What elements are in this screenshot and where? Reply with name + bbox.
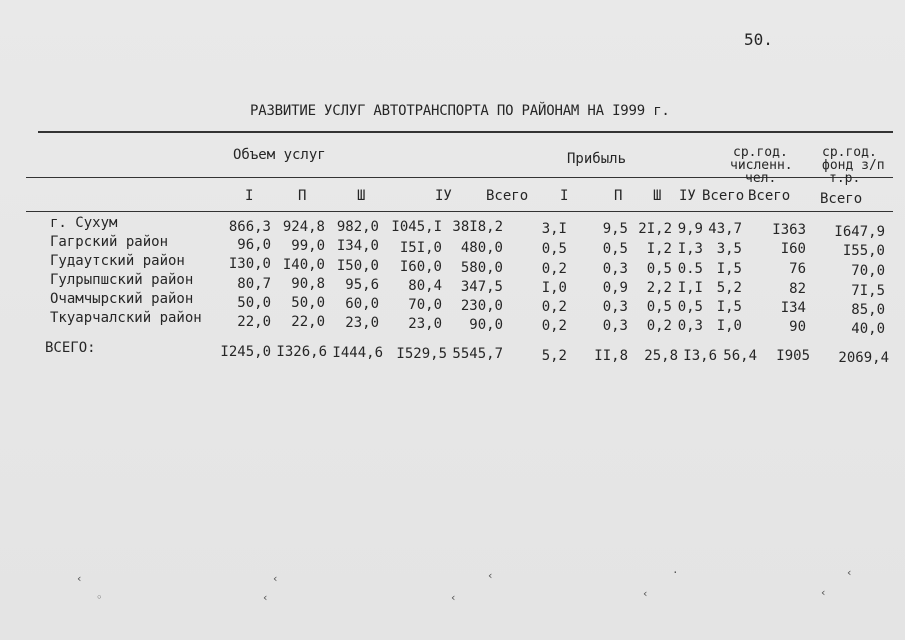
cell: 5,2 bbox=[716, 280, 742, 296]
header-avg-staff-2: численн. bbox=[730, 158, 793, 173]
cell: 480,0 bbox=[460, 240, 503, 256]
cell: I3,6 bbox=[683, 348, 717, 364]
cell: I30,0 bbox=[228, 256, 271, 272]
cell: 0,5 bbox=[677, 299, 703, 315]
cell: 25,8 bbox=[644, 348, 678, 364]
cell: 50,0 bbox=[237, 295, 271, 311]
header-avg-staff-1: ср.год. bbox=[733, 145, 788, 160]
cell: 580,0 bbox=[460, 260, 503, 276]
header-sub-profit-1: I bbox=[560, 188, 569, 204]
cell: 43,7 bbox=[708, 221, 742, 237]
header-sub-profit-total: Всего bbox=[702, 188, 745, 204]
cell: 5,2 bbox=[541, 348, 567, 364]
header-sub-staff-total: Всего bbox=[748, 188, 791, 204]
cell: I,I bbox=[677, 280, 703, 296]
cell: 347,5 bbox=[460, 279, 503, 295]
row-label: Гагрский район bbox=[50, 234, 169, 250]
cell: I40,0 bbox=[282, 257, 325, 273]
header-sub-vol-total: Всего bbox=[486, 188, 529, 204]
cell: 90,0 bbox=[469, 317, 503, 333]
cell: I647,9 bbox=[834, 224, 885, 240]
row-label: Ткуарчалский район bbox=[50, 310, 202, 326]
row-label: Гулрыпшский район bbox=[50, 272, 194, 288]
cell: 80,4 bbox=[408, 278, 442, 294]
scan-mark: ‹ bbox=[262, 591, 269, 604]
scan-mark: · bbox=[672, 566, 679, 579]
cell: 23,0 bbox=[408, 316, 442, 332]
cell: I,0 bbox=[716, 318, 742, 334]
cell: 23,0 bbox=[345, 315, 379, 331]
scan-mark: ‹ bbox=[272, 572, 279, 585]
cell: 0,2 bbox=[541, 261, 567, 277]
cell: 80,7 bbox=[237, 276, 271, 292]
document-title: РАЗВИТИЕ УСЛУГ АВТОТРАНСПОРТА ПО РАЙОНАМ НА I999 г. bbox=[250, 103, 670, 119]
scan-mark: ‹ bbox=[642, 587, 649, 600]
scan-mark: ‹ bbox=[487, 569, 494, 582]
cell: 76 bbox=[789, 261, 806, 277]
cell: I905 bbox=[776, 348, 810, 364]
cell: 82 bbox=[789, 281, 806, 297]
cell: I55,0 bbox=[842, 243, 885, 259]
cell: 56,4 bbox=[723, 348, 757, 364]
cell: I,5 bbox=[716, 299, 742, 315]
cell: 85,0 bbox=[851, 302, 885, 318]
cell: 0,5 bbox=[646, 299, 672, 315]
cell: 60,0 bbox=[345, 296, 379, 312]
page-number: 50. bbox=[744, 30, 773, 49]
cell: 0,3 bbox=[602, 299, 628, 315]
cell: 230,0 bbox=[460, 298, 503, 314]
scan-mark: ◦ bbox=[96, 591, 103, 604]
cell: 2069,4 bbox=[838, 350, 889, 366]
cell: 0,3 bbox=[602, 318, 628, 334]
cell: 866,3 bbox=[228, 219, 271, 235]
cell: 9,9 bbox=[677, 221, 703, 237]
cell: I,3 bbox=[677, 241, 703, 257]
cell: 90,8 bbox=[291, 276, 325, 292]
cell: 22,0 bbox=[237, 314, 271, 330]
header-sub-vol-2: П bbox=[298, 188, 307, 204]
cell: 0,3 bbox=[602, 261, 628, 277]
cell: 70,0 bbox=[408, 297, 442, 313]
cell: 5545,7 bbox=[452, 346, 503, 362]
cell: 40,0 bbox=[851, 321, 885, 337]
cell: I326,6 bbox=[276, 344, 327, 360]
cell: I5I,0 bbox=[399, 240, 442, 256]
cell: 2,2 bbox=[646, 280, 672, 296]
cell: 0,5 bbox=[602, 241, 628, 257]
cell: I34,0 bbox=[336, 238, 379, 254]
cell: I,5 bbox=[716, 261, 742, 277]
scan-mark: ‹ bbox=[76, 572, 83, 585]
cell: I529,5 bbox=[396, 346, 447, 362]
row-label: Гудаутский район bbox=[50, 253, 185, 269]
row-label-total: ВСЕГО: bbox=[45, 340, 96, 356]
header-sub-profit-3: Ш bbox=[653, 188, 662, 204]
cell: 9,5 bbox=[602, 221, 628, 237]
cell: 0.5 bbox=[677, 261, 703, 277]
cell: I,2 bbox=[646, 241, 672, 257]
cell: I60,0 bbox=[399, 259, 442, 275]
header-sub-vol-4: IУ bbox=[435, 188, 452, 204]
header-sub-vol-3: Ш bbox=[357, 188, 366, 204]
cell: I60 bbox=[780, 241, 806, 257]
cell: 50,0 bbox=[291, 295, 325, 311]
cell: 924,8 bbox=[282, 219, 325, 235]
row-label: Очамчырский район bbox=[50, 291, 194, 307]
cell: 2I,2 bbox=[638, 221, 672, 237]
header-sub-fund-total: Всего bbox=[820, 191, 863, 207]
cell: I363 bbox=[772, 222, 806, 238]
cell: 0,2 bbox=[541, 299, 567, 315]
header-volume: Объем услуг bbox=[233, 147, 326, 163]
cell: I,0 bbox=[541, 280, 567, 296]
header-avg-staff-3: чел. bbox=[745, 171, 777, 186]
scan-mark: ‹ bbox=[846, 566, 853, 579]
cell: 0,9 bbox=[602, 280, 628, 296]
cell: 3,5 bbox=[716, 241, 742, 257]
cell: 70,0 bbox=[851, 263, 885, 279]
header-avg-fund-1: ср.год. bbox=[822, 145, 877, 160]
cell: 7I,5 bbox=[851, 283, 885, 299]
cell: I245,0 bbox=[220, 344, 271, 360]
cell: I50,0 bbox=[336, 258, 379, 274]
cell: 38I8,2 bbox=[452, 219, 503, 235]
cell: 90 bbox=[789, 319, 806, 335]
header-sub-profit-2: П bbox=[614, 188, 623, 204]
cell: 0,2 bbox=[541, 318, 567, 334]
cell: 99,0 bbox=[291, 238, 325, 254]
cell: 3,I bbox=[541, 221, 567, 237]
header-sub-profit-4: IУ bbox=[679, 188, 696, 204]
cell: 22,0 bbox=[291, 314, 325, 330]
scan-mark: ‹ bbox=[820, 586, 827, 599]
cell: I444,6 bbox=[332, 345, 383, 361]
cell: I045,I bbox=[391, 219, 442, 235]
cell: 0,5 bbox=[541, 241, 567, 257]
header-profit: Прибыль bbox=[567, 151, 627, 167]
row-label: г. Сухум bbox=[50, 215, 118, 231]
cell: 0,5 bbox=[646, 261, 672, 277]
header-avg-fund-2: фонд з/п bbox=[822, 158, 885, 173]
cell: I34 bbox=[780, 300, 806, 316]
cell: 95,6 bbox=[345, 277, 379, 293]
cell: 96,0 bbox=[237, 237, 271, 253]
header-avg-fund-3: т.р. bbox=[829, 171, 861, 186]
cell: 982,0 bbox=[336, 219, 379, 235]
cell: 0,3 bbox=[677, 318, 703, 334]
cell: II,8 bbox=[594, 348, 628, 364]
scan-mark: ‹ bbox=[450, 591, 457, 604]
table-header-bottom-rule bbox=[26, 211, 893, 212]
cell: 0,2 bbox=[646, 318, 672, 334]
header-sub-vol-1: I bbox=[245, 188, 254, 204]
table-top-rule bbox=[38, 131, 893, 133]
